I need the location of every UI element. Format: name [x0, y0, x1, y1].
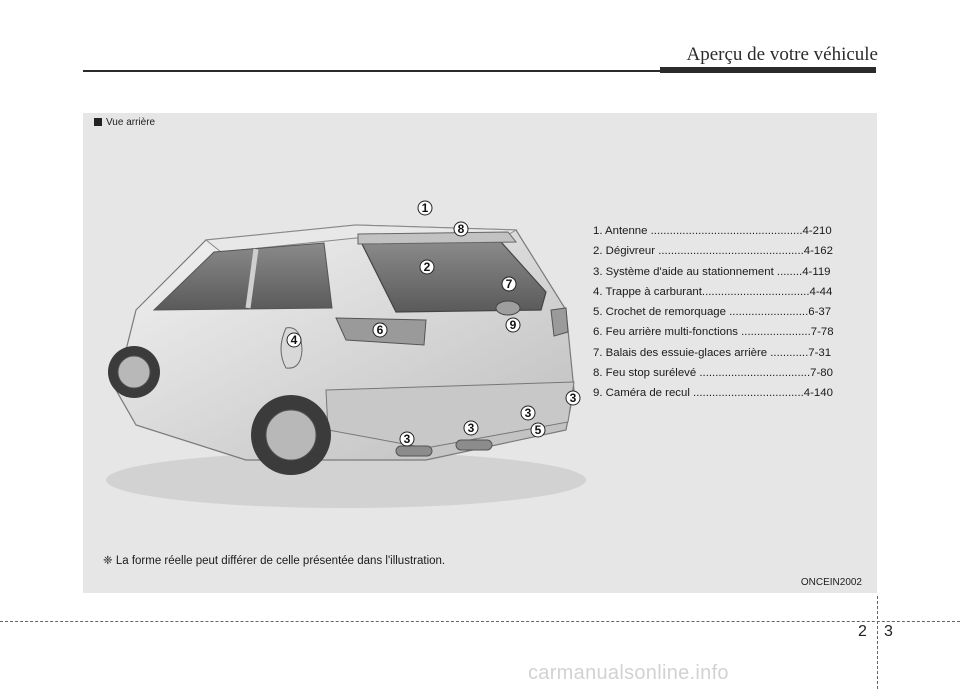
callout-6-label: 6 — [376, 323, 384, 337]
legend-item-trappe-carburant: 4. Trappe à carburant..................................4-44 — [593, 285, 833, 298]
legend-item-antenne: 1. Antenne ................................................4-210 — [593, 225, 832, 237]
rear-emblem — [496, 301, 520, 315]
image-code: ONCEIN2002 — [800, 577, 862, 588]
callout-7-label: 7 — [505, 277, 513, 291]
spoiler — [358, 232, 516, 244]
callout-8-label: 8 — [457, 222, 465, 236]
legend-item-feu-stop: 8. Feu stop surélevé ...................................7-80 — [593, 367, 833, 380]
square-bullet-icon — [94, 118, 102, 126]
legend-item-feu-arriere: 6. Feu arrière multi-fonctions ......................7-78 — [593, 326, 834, 339]
page-chapter: 2 — [858, 623, 867, 640]
rear-wheel-left-rim — [266, 410, 316, 460]
section-label — [94, 117, 155, 128]
legend-item-camera-recul: 9. Caméra de recul ...................................4-140 — [593, 387, 833, 400]
callout-2-label: 2 — [423, 260, 431, 274]
exhaust-right — [456, 440, 492, 450]
footer-divider — [0, 621, 960, 622]
front-wheel-left-rim — [118, 356, 150, 388]
header-rule-accent — [660, 67, 876, 73]
legend-item-balais-essuie-glaces: 7. Balais des essuie-glaces arrière ............7-31 — [593, 346, 832, 359]
legend-list — [593, 221, 865, 404]
vehicle-rear-illustration — [96, 160, 596, 530]
callout-1-label: 1 — [421, 201, 429, 215]
footer-vertical-divider — [877, 596, 878, 689]
legend-item-crochet-remorquage: 5. Crochet de remorquage .........................6-37 — [593, 306, 832, 319]
page-number: 3 — [884, 623, 893, 640]
header-title: Aperçu de votre véhicule — [686, 44, 878, 65]
exhaust-left — [396, 446, 432, 456]
illustration-note: ❈ La forme réelle peut différer de celle présentée dans l'illustration. — [103, 555, 446, 567]
callout-3d-label: 3 — [569, 391, 577, 405]
callout-3a-label: 3 — [403, 432, 411, 446]
callout-3c-label: 3 — [524, 406, 532, 420]
callout-3b-label: 3 — [467, 421, 475, 435]
callout-9-label: 9 — [509, 318, 517, 332]
legend-item-aide-stationnement: 3. Système d'aide au stationnement ........4-119 — [593, 265, 831, 278]
watermark: carmanualsonline.info — [528, 662, 729, 684]
tail-lamp-right — [551, 308, 568, 336]
legend-item-degivreur: 2. Dégivreur ..............................................4-162 — [593, 245, 833, 258]
callout-4-label: 4 — [290, 333, 298, 347]
section-label-text: Vue arrière — [106, 117, 156, 128]
callout-5-label: 5 — [534, 423, 542, 437]
